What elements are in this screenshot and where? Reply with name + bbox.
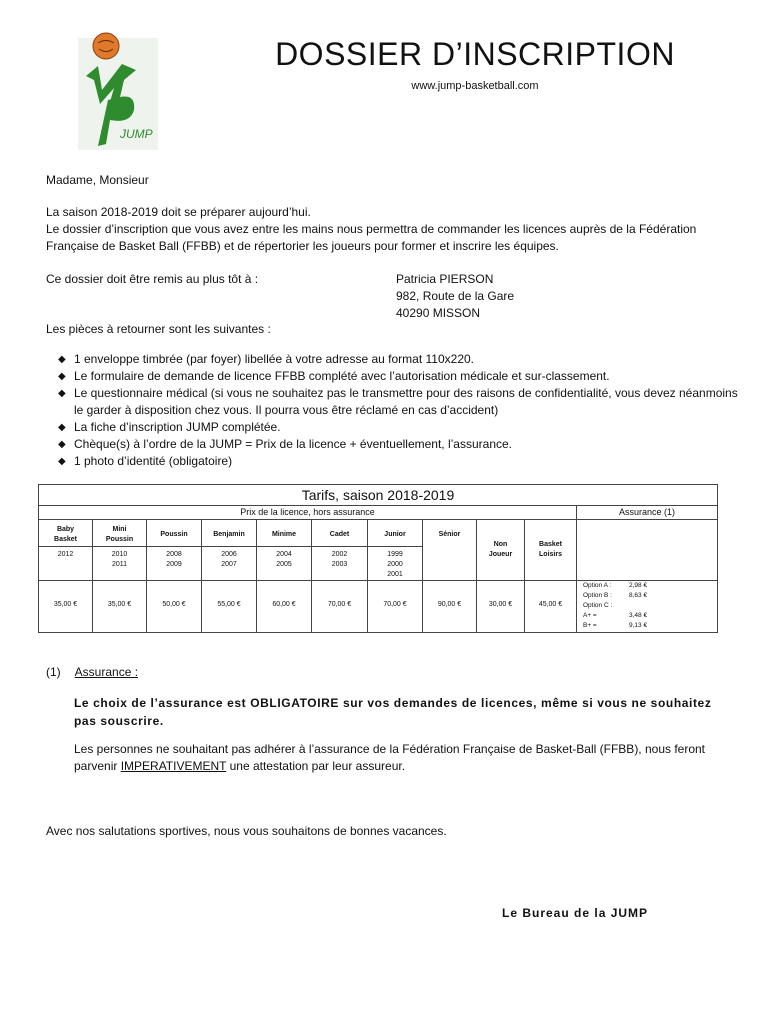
address-city: 40290 MISSON [396,306,481,320]
signature: Le Bureau de la JUMP [502,906,649,920]
category-name: Cadet [329,531,350,538]
category-column [477,520,525,632]
category-price: 90,00 € [437,601,462,608]
category-years: 2008 [166,551,182,558]
row-divider [202,580,256,581]
category-name: Joueur [488,551,513,558]
category-years: 2010 [111,551,128,558]
category-price: 60,00 € [272,601,296,608]
remit-label: Ce dossier doit être remis au plus tôt à : [46,272,259,286]
option-value: 8,63 € [629,592,648,599]
option-row [583,581,713,591]
row-divider [39,546,92,547]
row-divider [147,546,201,547]
option-row [583,601,713,611]
category-years: 2007 [221,561,237,568]
category-years: 2004 [276,551,292,558]
tarifs-table [38,484,718,633]
category-price: 55,00 € [217,601,241,608]
option-row [583,611,713,621]
option-label: B+ = [583,622,597,629]
category-name: Sénior [438,531,461,538]
licence-header: Prix de la licence, hors assurance [39,505,577,520]
row-divider [147,580,201,581]
assurance-options [583,581,713,631]
pieces-heading: Les pièces à retourner sont les suivantes : [46,322,271,336]
option-label: Option C : [583,602,613,609]
assurance-header: Assurance (1) [577,505,717,520]
intro-line-2: Le dossier d’inscription que vous avez entre les mains nous permettra de commander les licences auprès de la Fédération Française de Basket Ball (FFBB) et de répertorier les joueurs pour former et inscrire les équipes. [46,222,697,253]
category-name: Minime [271,531,297,538]
category-price: 35,00 € [53,601,78,608]
category-price: 35,00 € [107,601,132,608]
svg-text:JUMP: JUMP [120,127,153,141]
option-value: 2,98 € [629,582,648,589]
return-address [396,271,514,322]
list-item: ◆ Chèque(s) à l’ordre de la JUMP = Prix de la licence + éventuellement, l’assurance. [58,436,738,453]
row-divider [202,546,256,547]
option-value: 9,13 € [629,622,648,629]
club-logo [72,28,164,156]
no-insurance-emphasis: IMPERATIVEMENT [120,759,227,773]
category-price: 50,00 € [162,601,186,608]
category-name: Loisirs [539,551,562,558]
category-years: 2006 [221,551,237,558]
category-column [93,520,147,632]
category-name: Baby [56,526,75,533]
category-column [312,520,368,632]
row-divider [423,580,476,581]
list-item: ◆ La fiche d’inscription JUMP complétée. [58,419,738,436]
address-name: Patricia PIERSON [396,272,494,286]
category-name: Junior [384,531,406,538]
category-column [525,520,577,632]
website-link[interactable]: www.jump-basketball.com [411,80,539,92]
intro-text [46,204,736,255]
footnote-label [46,665,138,679]
category-years: 2001 [387,571,403,578]
category-years: 2012 [57,551,74,558]
row-divider [257,580,311,581]
category-name: Basket [539,541,562,548]
category-column [368,520,423,632]
category-price: 70,00 € [327,601,352,608]
page-title: DOSSIER D’INSCRIPTION [275,36,675,72]
no-insurance-text-end: une attestation par leur assureur. [226,759,406,773]
no-insurance-notice [74,741,734,775]
footnote-title: Assurance : [74,665,139,679]
category-name: Mini [112,526,127,533]
category-price: 30,00 € [488,601,513,608]
row-divider [477,580,524,581]
footnote-number: (1) [46,665,61,679]
row-divider [39,580,92,581]
category-years: 2000 [387,561,403,568]
list-item: ◆ Le questionnaire médical (si vous ne souhaitez pas le transmettre pour des raisons de confidentialité, vous devez néanmoins le garder à disposition chez vous. Il pourra vous être réclamé en cas d’accident) [58,385,738,419]
pieces-list [58,351,738,470]
category-name: Poussin [160,531,188,538]
option-label: A+ = [583,612,597,619]
row-divider [368,546,422,547]
category-price: 45,00 € [538,601,563,608]
category-column [147,520,202,632]
option-row [583,621,713,631]
category-column [202,520,257,632]
row-divider [312,546,367,547]
category-name: Poussin [105,536,134,543]
list-item: ◆ 1 photo d’identité (obligatoire) [58,453,738,470]
jump-logo-icon [72,28,164,156]
option-label: Option B : [583,592,612,599]
list-item: ◆ 1 enveloppe timbrée (par foyer) libellée à votre adresse au format 110x220. [58,351,738,368]
category-column [257,520,312,632]
intro-line-1: La saison 2018-2019 doit se préparer aujourd’hui. [46,205,311,219]
category-name: Benjamin [213,531,245,538]
list-item: ◆ Le formulaire de demande de licence FFBB complété avec l’autorisation médicale et sur-classement. [58,368,738,385]
category-price: 70,00 € [383,601,407,608]
category-years: 1999 [387,551,403,558]
category-name: Non [493,541,508,548]
row-divider [93,546,146,547]
category-column [423,520,477,632]
category-name: Basket [54,536,77,543]
category-column [39,520,93,632]
category-years: 2003 [331,561,348,568]
row-divider [93,580,146,581]
row-divider [368,580,422,581]
row-divider [257,546,311,547]
no-insurance-text: Les personnes ne souhaitant pas adhérer à l’assurance de la Fédération Française de Basket-Ball (FFBB), nous feront parvenir [74,742,706,773]
address-street: 982, Route de la Gare [396,289,515,303]
category-years: 2011 [111,561,128,568]
category-years: 2002 [331,551,348,558]
category-years: 2005 [276,561,292,568]
closing-line: Avec nos salutations sportives, nous vous souhaitons de bonnes vacances. [46,824,447,838]
category-years: 2009 [166,561,182,568]
row-divider [525,580,576,581]
option-row [583,591,713,601]
row-divider [312,580,367,581]
option-label: Option A : [583,582,612,589]
tarifs-title: Tarifs, saison 2018-2019 [39,485,717,506]
mandatory-notice: Le choix de l’assurance est OBLIGATOIRE sur vos demandes de licences, même si vous ne souhaitez pas souscrire. [74,696,712,728]
greeting: Madame, Monsieur [46,173,149,187]
option-value: 3,48 € [629,612,648,619]
